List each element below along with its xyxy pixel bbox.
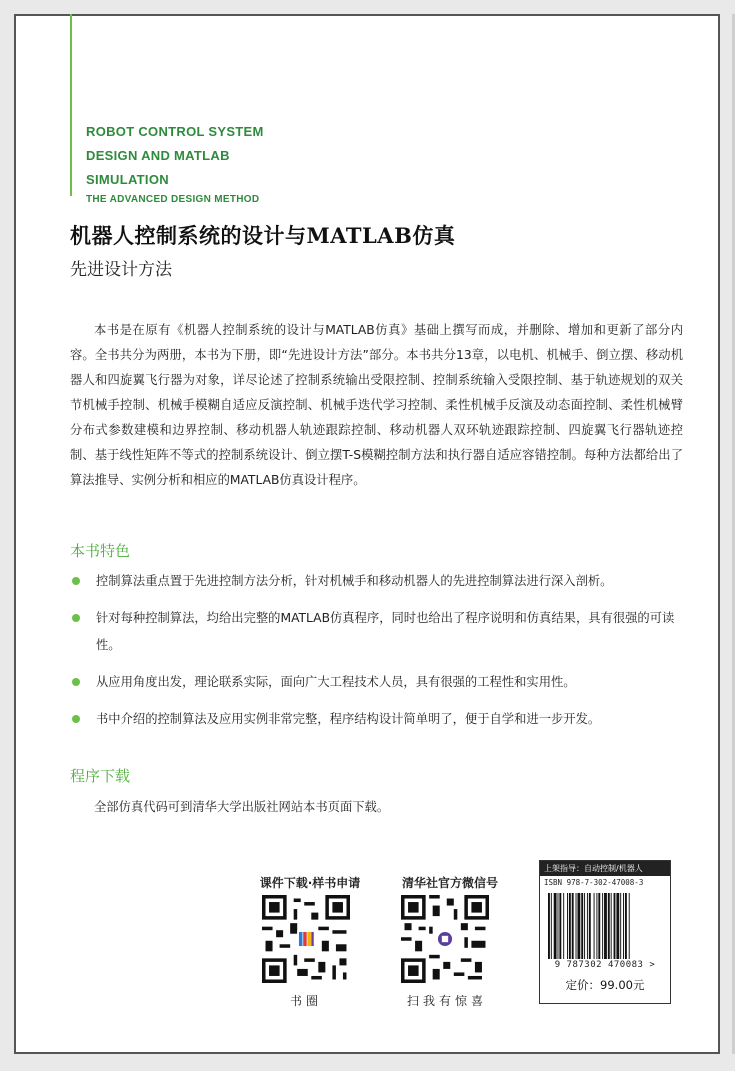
english-title-line-1: ROBOT CONTROL SYSTEM bbox=[86, 124, 264, 139]
isbn-text: ISBN 978-7-302-47008-3 bbox=[544, 878, 644, 887]
download-text: 全部仿真代码可到清华大学出版社网站本书页面下载。 bbox=[94, 800, 390, 814]
feature-item: 书中介绍的控制算法及应用实例非常完整，程序结构设计简单明了，便于自学和进一步开发。 bbox=[70, 706, 685, 733]
feature-item: 针对每种控制算法，均给出完整的MATLAB仿真程序，同时也给出了程序说明和仿真结果，具有很强的可读性。 bbox=[70, 605, 685, 659]
features-list bbox=[70, 568, 685, 743]
bullet-icon bbox=[72, 614, 80, 622]
bullet-icon bbox=[72, 577, 80, 585]
intro-paragraph: 本书是在原有《机器人控制系统的设计与MATLAB仿真》基础上撰写而成，并删除、增加和更新了部分内容。全书共分为两册，本书为下册，即“先进设计方法”部分。本书共分13章，以电机、机械手、倒立摆、移动机器人和四旋翼飞行器为对象，详尽论述了控制系统输出受限控制、控制系统输入受限控制、基于轨迹规划的双关节机械手控制、机械手模糊自适应反演控制、机械手迭代学习控制、柔性机械手反演及动态面控制、柔性机械臂分布式参数建模和边界控制、移动机器人轨迹跟踪控制、移动机器人双环轨迹跟踪控制、四旋翼飞行器轨迹控制、基于线性矩阵不等式的控制系统设计、倒立摆T-S模糊控制方法和执行器自适应容错控制。每种方法都给出了算法推导、实例分析和相应的MATLAB仿真设计程序。 bbox=[70, 323, 683, 487]
feature-item: 从应用角度出发，理论联系实际，面向广大工程技术人员，具有很强的工程性和实用性。 bbox=[70, 669, 685, 696]
isbn-barcode-box bbox=[539, 860, 671, 1004]
qr-code-icon[interactable] bbox=[262, 895, 350, 983]
download-heading: 程序下载 bbox=[70, 767, 131, 785]
feature-item: 控制算法重点置于先进控制方法分析，针对机械手和移动机器人的先进控制算法进行深入剖析。 bbox=[70, 568, 685, 595]
shelf-guide: 上架指导：自动控制/机器人 bbox=[540, 861, 670, 876]
price: 定价：99.00元 bbox=[565, 978, 645, 992]
english-title bbox=[86, 120, 264, 208]
english-title-line-2: DESIGN AND MATLAB bbox=[86, 148, 230, 163]
green-vertical-rule bbox=[70, 14, 72, 196]
bullet-icon bbox=[72, 715, 80, 723]
qr2-label: 清华社官方微信号 bbox=[401, 876, 498, 890]
bullet-icon bbox=[72, 678, 80, 686]
chinese-title: 机器人控制系统的设计与MATLAB仿真 bbox=[70, 223, 456, 248]
english-subtitle: THE ADVANCED DESIGN METHOD bbox=[86, 194, 260, 205]
barcode-icon bbox=[546, 893, 662, 959]
barcode-number: 9 787302 470083 > bbox=[554, 960, 656, 970]
english-title-line-3: SIMULATION bbox=[86, 172, 169, 187]
features-heading: 本书特色 bbox=[70, 542, 131, 560]
qr1-caption: 书圈 bbox=[289, 994, 322, 1008]
qr1-label: 课件下载·样书申请 bbox=[259, 876, 361, 890]
chinese-subtitle: 先进设计方法 bbox=[70, 260, 172, 280]
qr-code-icon[interactable] bbox=[401, 895, 489, 983]
qr2-caption: 扫我有惊喜 bbox=[406, 994, 487, 1008]
